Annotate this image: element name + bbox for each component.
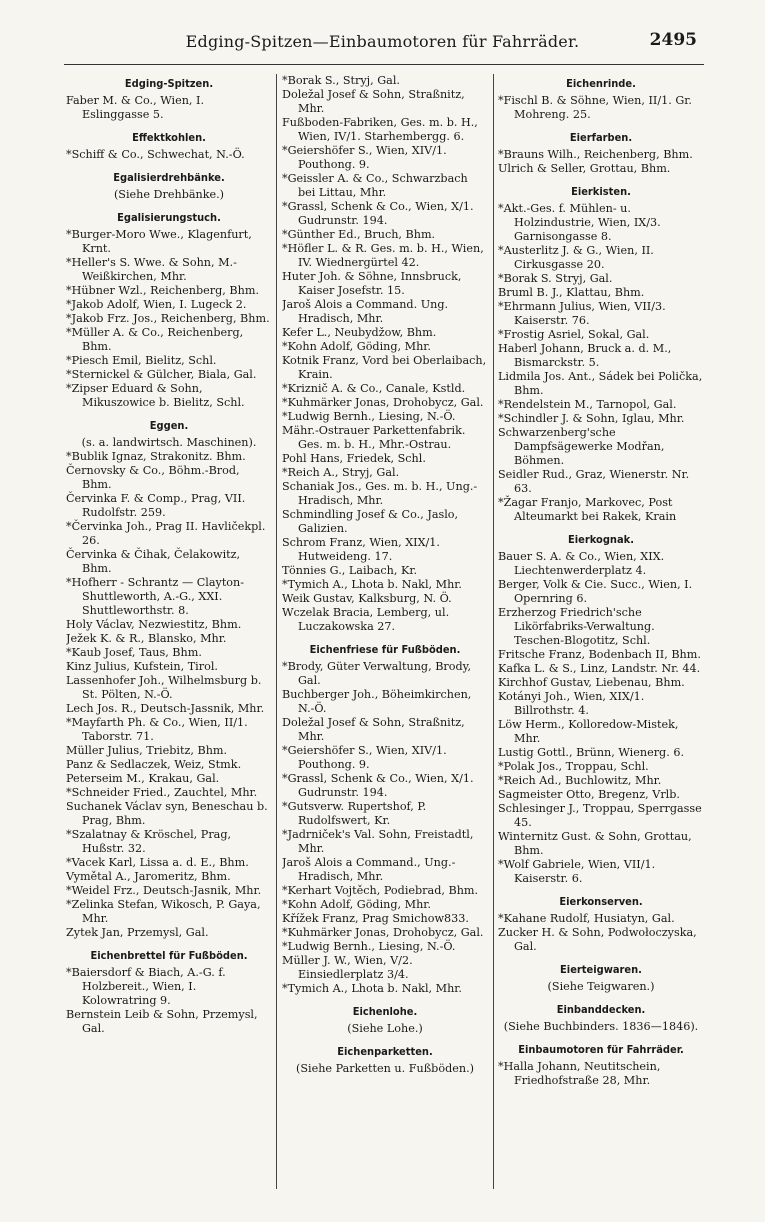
directory-entry: Winternitz Gust. & Sohn, Grottau, Bhm. (498, 830, 692, 857)
directory-entry: *Bublik Ignaz, Strakonitz. Bhm. (66, 450, 246, 463)
section-heading: Eggen. (149, 419, 189, 432)
directory-entry: Kirchhof Gustav, Liebenau, Bhm. (498, 676, 685, 689)
directory-entry: *Szalatnay & Kröschel, Prag, Hußstr. 32. (66, 828, 232, 855)
section-note: (Siehe Parketten u. Fußböden.) (296, 1062, 474, 1075)
directory-entry: *Kriznič A. & Co., Canale, Kstld. (282, 382, 466, 395)
column-3 (498, 74, 704, 1214)
directory-entry: *Hübner Wzl., Reichenberg, Bhm. (66, 284, 260, 297)
directory-entry: *Ludwig Bernh., Liesing, N.-Ö. (282, 940, 456, 953)
directory-entry: *Sternickel & Gülcher, Biala, Gal. (66, 368, 257, 381)
directory-entry: Seidler Rud., Graz, Wienerstr. Nr. 63. (498, 468, 690, 495)
directory-entry: Kotányi Joh., Wien, XIX/1. Billrothstr. 4. (498, 690, 645, 717)
directory-entry: Lustig Gottl., Brünn, Wienerg. 6. (498, 746, 684, 759)
column-2 (282, 74, 488, 1214)
directory-entry: *Polak Jos., Troppau, Schl. (498, 760, 649, 773)
directory-entry: *Wolf Gabriele, Wien, VII/1. Kaiserstr. 6. (498, 858, 656, 885)
page-number: 2495 (649, 30, 697, 50)
directory-entry: Panz & Sedlaczek, Weiz, Stmk. (66, 758, 242, 771)
section-note: (Siehe Buchbinders. 1836—1846). (503, 1020, 699, 1033)
section-note: (Siehe Lohe.) (347, 1022, 423, 1035)
directory-entry: Schlesinger J., Troppau, Sperrgasse 45. (498, 802, 702, 829)
directory-entry: Suchanek Václav syn, Beneschau b. Prag, Bhm. (66, 800, 268, 827)
directory-entry: Weik Gustav, Kalksburg, N. Ö. (282, 592, 452, 605)
directory-entry: *Günther Ed., Bruch, Bhm. (282, 228, 436, 241)
directory-entry: Fußboden-Fabriken, Ges. m. b. H., Wien, IV/1. Starhembergg. 6. (282, 116, 478, 143)
directory-entry: *Höfler L. & R. Ges. m. b. H., Wien, IV. Wiednergürtel 42. (282, 242, 484, 269)
directory-entry: *Brauns Wilh., Reichenberg, Bhm. (498, 148, 693, 161)
section-heading: Edging-Spitzen. (124, 77, 214, 90)
directory-entry: Lidmila Jos. Ant., Sádek bei Polička, Bhm. (498, 370, 703, 397)
directory-entry: *Žagar Franjo, Markovec, Post Alteumarkt bei Rakek, Krain (498, 496, 677, 523)
directory-entry: *Jakob Adolf, Wien, I. Lugeck 2. (66, 298, 247, 311)
directory-entry: Zucker H. & Sohn, Podwołoczyska, Gal. (498, 926, 697, 953)
directory-entry: *Baiersdorf & Biach, A.-G. f. Holzbereit., Wien, I. Kolowratring 9. (66, 966, 226, 1007)
directory-entry: *Gutsverw. Rupertshof, P. Rudolfswert, Kr. (282, 800, 427, 827)
directory-entry: Černovsky & Co., Böhm.-Brod, Bhm. (66, 464, 240, 491)
directory-entry: Holy Václav, Nezwiestitz, Bhm. (66, 618, 242, 631)
section-heading: Eierkisten. (571, 185, 631, 198)
section-heading: Eierkognak. (568, 533, 634, 546)
directory-entry: *Geiershöfer S., Wien, XIV/1. Pouthong. 9. (282, 144, 447, 171)
directory-entry: Pohl Hans, Friedek, Schl. (282, 452, 426, 465)
section-heading: Eichenparketten. (337, 1045, 433, 1058)
column-divider (276, 74, 277, 1189)
section-heading: Eichenfriese für Fußböden. (309, 643, 461, 656)
directory-entry: *Brody, Güter Verwaltung, Brody, Gal. (282, 660, 472, 687)
directory-entry: Fritsche Franz, Bodenbach II, Bhm. (498, 648, 701, 661)
directory-entry: *Kuhmärker Jonas, Drohobycz, Gal. (282, 926, 484, 939)
directory-entry: *Hofherr - Schrantz — Clayton-Shuttleworth, A.-G., XXI. Shuttleworthstr. 8. (66, 576, 245, 617)
directory-entry: *Vacek Karl, Lissa a. d. E., Bhm. (66, 856, 249, 869)
directory-entry: Löw Herm., Kolloredow-Mistek, Mhr. (498, 718, 679, 745)
directory-entry: *Reich Ad., Buchlowitz, Mhr. (498, 774, 662, 787)
directory-entry: *Austerlitz J. & G., Wien, II. Cirkusgasse 20. (498, 244, 654, 271)
section-heading: Eierteigwaren. (560, 963, 642, 976)
directory-entry: *Borak S., Stryj, Gal. (282, 74, 400, 87)
directory-entry: *Reich A., Stryj, Gal. (282, 466, 400, 479)
directory-entry: *Kahane Rudolf, Husiatyn, Gal. (498, 912, 675, 925)
directory-entry: *Geissler A. & Co., Schwarzbach bei Littau, Mhr. (282, 172, 468, 199)
directory-entry: *Heller's S. Wwe. & Sohn, M.-Weißkirchen, Mhr. (66, 256, 237, 283)
directory-entry: Bernstein Leib & Sohn, Przemysl, Gal. (66, 1008, 258, 1035)
directory-entry: Kefer L., Neubydžow, Bhm. (282, 326, 437, 339)
section-heading: Einbaumotoren für Fahrräder. (518, 1043, 684, 1056)
directory-entry: Müller Julius, Triebitz, Bhm. (66, 744, 228, 757)
directory-entry: *Fischl B. & Söhne, Wien, II/1. Gr. Mohreng. 25. (498, 94, 692, 121)
directory-entry: Červinka F. & Comp., Prag, VII. Rudolfstr. 259. (66, 492, 246, 519)
directory-entry: Mähr.-Ostrauer Parkettenfabrik. Ges. m. b. H., Mhr.-Ostrau. (282, 424, 466, 451)
directory-entry: *Grassl, Schenk & Co., Wien, X/1. Gudrunstr. 194. (282, 772, 474, 799)
directory-entry: *Červinka Joh., Prag II. Havličekpl. 26. (66, 520, 266, 547)
directory-entry: Müller J. W., Wien, V/2. Einsiedlerplatz 3/4. (282, 954, 413, 981)
directory-entry: Křížek Franz, Prag Smichow833. (282, 912, 469, 925)
directory-entry: Schrom Franz, Wien, XIX/1. Hutweideng. 17. (282, 536, 440, 563)
section-heading: Eichenlohe. (352, 1005, 418, 1018)
directory-entry: *Ludwig Bernh., Liesing, N.-Ö. (282, 410, 456, 423)
directory-entry: *Kuhmärker Jonas, Drohobycz, Gal. (282, 396, 484, 409)
section-heading: Effektkohlen. (132, 131, 206, 144)
directory-entry: Červinka & Čihak, Čelakowitz, Bhm. (66, 548, 241, 575)
section-heading: Einbanddecken. (556, 1003, 646, 1016)
directory-entry: *Schindler J. & Sohn, Iglau, Mhr. (498, 412, 685, 425)
directory-entry: *Tymich A., Lhota b. Nakl, Mhr. (282, 578, 462, 591)
directory-entry: Huter Joh. & Söhne, Innsbruck, Kaiser Josefstr. 15. (282, 270, 462, 297)
page-header (0, 30, 765, 58)
directory-entry: Ježek K. & R., Blansko, Mhr. (66, 632, 227, 645)
directory-entry: Erzherzog Friedrich'sche Likörfabriks-Verwaltung. Teschen-Blogotitz, Schl. (498, 606, 655, 647)
directory-entry: Berger, Volk & Cie. Succ., Wien, I. Opernring 6. (498, 578, 693, 605)
directory-entry: *Halla Johann, Neutitschein, Friedhofstraße 28, Mhr. (498, 1060, 661, 1087)
section-heading: Eichenbrettel für Fußböden. (90, 949, 248, 962)
column-divider (493, 74, 494, 1189)
directory-entry: Sagmeister Otto, Bregenz, Vrlb. (498, 788, 680, 801)
directory-entry: *Geiershöfer S., Wien, XIV/1. Pouthong. 9. (282, 744, 447, 771)
section-heading: Egalisierungstuch. (117, 211, 221, 224)
directory-entry: Zytek Jan, Przemysl, Gal. (66, 926, 209, 939)
directory-entry: *Burger-Moro Wwe., Klagenfurt, Krnt. (66, 228, 252, 255)
directory-entry: *Schiff & Co., Schwechat, N.-Ö. (66, 148, 245, 161)
directory-entry: *Zelinka Stefan, Wikosch, P. Gaya, Mhr. (66, 898, 261, 925)
directory-entry: Jaroš Alois a Command., Ung.-Hradisch, Mhr. (282, 856, 456, 883)
directory-entry: *Kerhart Vojtěch, Podiebrad, Bhm. (282, 884, 479, 897)
directory-entry: *Jadrniček's Val. Sohn, Freistadtl, Mhr. (282, 828, 474, 855)
directory-entry: *Kohn Adolf, Göding, Mhr. (282, 340, 431, 353)
directory-entry: *Kaub Josef, Taus, Bhm. (66, 646, 202, 659)
directory-entry: *Müller A. & Co., Reichenberg, Bhm. (66, 326, 244, 353)
directory-entry: Kinz Julius, Kufstein, Tirol. (66, 660, 218, 673)
directory-entry: Doležal Josef & Sohn, Straßnitz, Mhr. (282, 88, 465, 115)
directory-entry: Doležal Josef & Sohn, Straßnitz, Mhr. (282, 716, 465, 743)
directory-entry: Wczelak Bracia, Lemberg, ul. Luczakowska 27. (282, 606, 450, 633)
directory-entry: *Grassl, Schenk & Co., Wien, X/1. Gudrunstr. 194. (282, 200, 474, 227)
directory-entry: *Schneider Fried., Zauchtel, Mhr. (66, 786, 258, 799)
directory-entry: Schmindling Josef & Co., Jaslo, Galizien. (282, 508, 459, 535)
directory-entry: *Mayfarth Ph. & Co., Wien, II/1. Taborstr. 71. (66, 716, 248, 743)
directory-entry: Schwarzenberg'sche Dampfsägewerke Modřan, Böhmen. (498, 426, 665, 467)
directory-entry: *Borak S. Stryj, Gal. (498, 272, 613, 285)
section-heading: Eichenrinde. (566, 77, 636, 90)
directory-entry: Ulrich & Seller, Grottau, Bhm. (498, 162, 671, 175)
directory-entry: Buchberger Joh., Böheimkirchen, N.-Ö. (282, 688, 472, 715)
directory-entry: *Frostig Asriel, Sokal, Gal. (498, 328, 650, 341)
section-heading: Eierfarben. (569, 131, 633, 144)
directory-entry: Schaniak Jos., Ges. m. b. H., Ung.-Hradisch, Mhr. (282, 480, 478, 507)
section-heading: Eierkonserven. (559, 895, 643, 908)
directory-entry: Kotnik Franz, Vord bei Oberlaibach, Krain. (282, 354, 487, 381)
column-1 (66, 74, 272, 1214)
directory-entry: *Zipser Eduard & Sohn, Mikuszowice b. Bielitz, Schl. (66, 382, 245, 409)
section-note: (Siehe Teigwaren.) (547, 980, 655, 993)
directory-entry: *Ehrmann Julius, Wien, VII/3. Kaiserstr. 76. (498, 300, 666, 327)
directory-entry: *Tymich A., Lhota b. Nakl, Mhr. (282, 982, 462, 995)
directory-entry: Peterseim M., Krakau, Gal. (66, 772, 220, 785)
directory-entry: Jaroš Alois a Command. Ung. Hradisch, Mhr. (282, 298, 449, 325)
section-note: (s. a. landwirtsch. Maschinen). (81, 436, 257, 449)
directory-entry: Bruml B. J., Klattau, Bhm. (498, 286, 645, 299)
directory-entry: *Jakob Frz. Jos., Reichenberg, Bhm. (66, 312, 270, 325)
directory-entry: *Weidel Frz., Deutsch-Jasnik, Mhr. (66, 884, 262, 897)
directory-entry: *Kohn Adolf, Göding, Mhr. (282, 898, 431, 911)
directory-entry: Bauer S. A. & Co., Wien, XIX. Liechtenwerderplatz 4. (498, 550, 665, 577)
directory-entry: Lech Jos. R., Deutsch-Jassnik, Mhr. (66, 702, 265, 715)
directory-entry: Tönnies G., Laibach, Kr. (282, 564, 418, 577)
directory-entry: Faber M. & Co., Wien, I. Eslinggasse 5. (66, 94, 205, 121)
page-title: Edging-Spitzen—Einbaumotoren für Fahrräder. (185, 32, 580, 51)
directory-entry: *Rendelstein M., Tarnopol, Gal. (498, 398, 677, 411)
directory-entry: Kafka L. & S., Linz, Landstr. Nr. 44. (498, 662, 701, 675)
directory-entry: *Piesch Emil, Bielitz, Schl. (66, 354, 217, 367)
header-rule (64, 64, 704, 65)
section-note: (Siehe Drehbänke.) (113, 188, 225, 201)
directory-entry: Lassenhofer Joh., Wilhelmsburg b. St. Pölten, N.-Ö. (66, 674, 262, 701)
directory-entry: Haberl Johann, Bruck a. d. M., Bismarckstr. 5. (498, 342, 672, 369)
directory-entry: *Akt.-Ges. f. Mühlen- u. Holzindustrie, Wien, IX/3. Garnisongasse 8. (498, 202, 661, 243)
directory-entry: Vymětal A., Jaromeritz, Bhm. (66, 870, 231, 883)
section-heading: Egalisierdrehbänke. (113, 171, 225, 184)
